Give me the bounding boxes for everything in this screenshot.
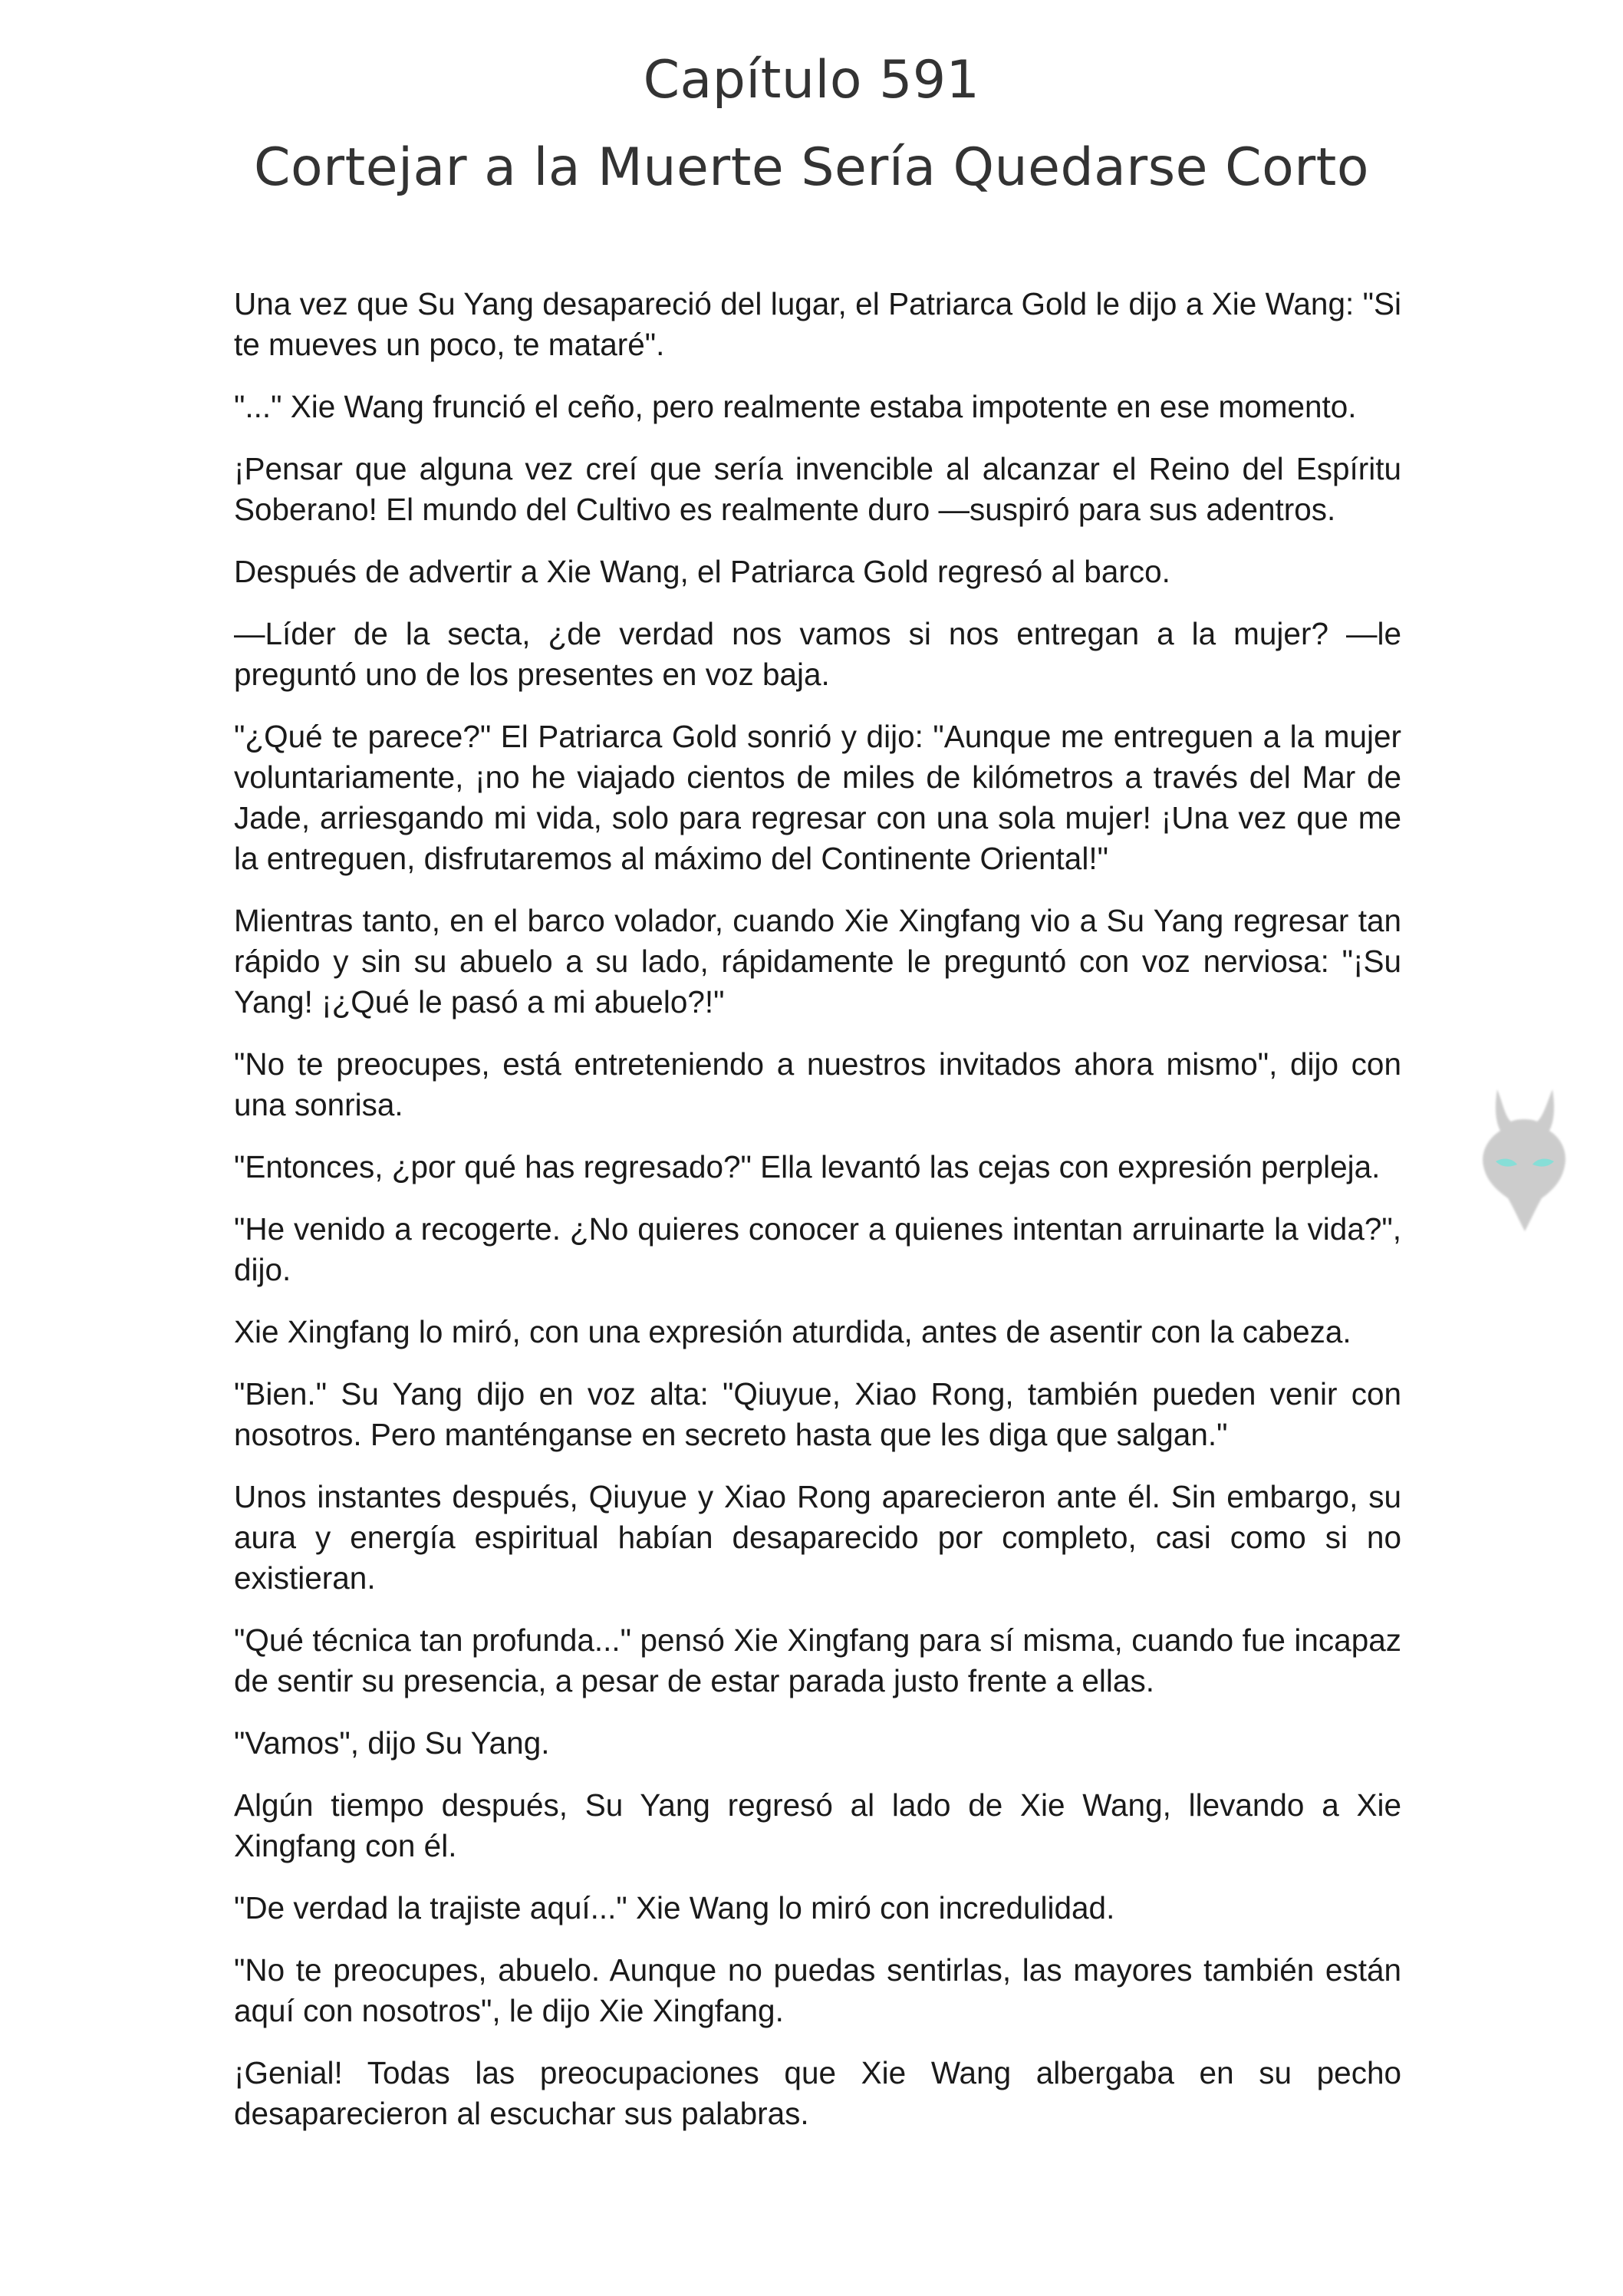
paragraph: "De verdad la trajiste aquí..." Xie Wang lo miró con incredulidad. bbox=[234, 1890, 1115, 1925]
paragraph: Xie Xingfang lo miró, con una expresión aturdida, antes de asentir con la cabeza. bbox=[234, 1314, 1351, 1349]
paragraph: Después de advertir a Xie Wang, el Patriarca Gold regresó al barco. bbox=[234, 554, 1170, 589]
paragraph: "..." Xie Wang frunció el ceño, pero realmente estaba impotente en ese momento. bbox=[234, 389, 1357, 424]
paragraph: Una vez que Su Yang desapareció del lugar, el Patriarca Gold le dijo a Xie Wang: "Si te mueves un poco, te mataré". bbox=[234, 286, 1401, 362]
paragraph: "Entonces, ¿por qué has regresado?" Ella levantó las cejas con expresión perpleja. bbox=[234, 1149, 1381, 1184]
chapter-header bbox=[0, 37, 1623, 212]
paragraph: "Bien." Su Yang dijo en voz alta: "Qiuyue, Xiao Rong, también pueden venir con nosotros. Pero manténganse en secreto hasta que les diga que salgan." bbox=[234, 1376, 1401, 1452]
paragraph: —Líder de la secta, ¿de verdad nos vamos si nos entregan a la mujer? —le preguntó uno de los presentes en voz baja. bbox=[234, 616, 1401, 692]
paragraph: Algún tiempo después, Su Yang regresó al lado de Xie Wang, llevando a Xie Xingfang con él. bbox=[234, 1787, 1401, 1863]
chapter-body bbox=[234, 284, 1401, 2156]
paragraph: "No te preocupes, está entreteniendo a nuestros invitados ahora mismo", dijo con una sonrisa. bbox=[234, 1046, 1401, 1122]
paragraph: Mientras tanto, en el barco volador, cuando Xie Xingfang vio a Su Yang regresar tan rápido y sin su abuelo a su lado, rápidamente le preguntó con voz nerviosa: "¡Su Yang! ¡¿Qué le pasó a mi abuelo?!" bbox=[234, 903, 1401, 1020]
paragraph: ¡Genial! Todas las preocupaciones que Xie Wang albergaba en su pecho desaparecieron al escuchar sus palabras. bbox=[234, 2055, 1401, 2131]
paragraph: "He venido a recogerte. ¿No quieres conocer a quienes intentan arruinarte la vida?", dijo. bbox=[234, 1211, 1401, 1287]
paragraph: "Qué técnica tan profunda..." pensó Xie Xingfang para sí misma, cuando fue incapaz de sentir su presencia, a pesar de estar parada justo frente a ellas. bbox=[234, 1622, 1401, 1698]
paragraph: "¿Qué te parece?" El Patriarca Gold sonrió y dijo: "Aunque me entreguen a la mujer voluntariamente, ¡no he viajado cientos de miles de kilómetros a través del Mar de Jade, arriesgando mi vida, solo para regresar con una sola mujer! ¡Una vez que me la entreguen, disfrutaremos al máximo del Continente Oriental!" bbox=[234, 719, 1401, 876]
paragraph: ¡Pensar que alguna vez creí que sería invencible al alcanzar el Reino del Espíritu Soberano! El mundo del Cultivo es realmente duro —suspiró para sus adentros. bbox=[234, 451, 1401, 527]
chapter-title: Cortejar a la Muerte Sería Quedarse Corto bbox=[254, 137, 1369, 198]
demon-head-logo-icon bbox=[1467, 1074, 1582, 1243]
paragraph: "No te preocupes, abuelo. Aunque no puedas sentirlas, las mayores también están aquí con nosotros", le dijo Xie Xingfang. bbox=[234, 1952, 1401, 2028]
chapter-number: Capítulo 591 bbox=[643, 50, 980, 110]
paragraph: "Vamos", dijo Su Yang. bbox=[234, 1725, 550, 1761]
paragraph: Unos instantes después, Qiuyue y Xiao Rong aparecieron ante él. Sin embargo, su aura y energía espiritual habían desaparecido por completo, casi como si no existieran. bbox=[234, 1479, 1401, 1596]
